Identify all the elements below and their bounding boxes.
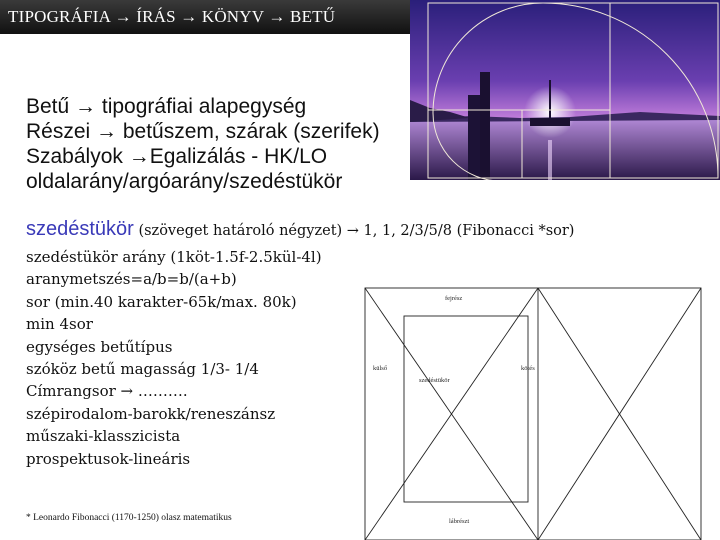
sunset-photo (410, 0, 720, 180)
list-item: Címrangsor → ………. (26, 382, 188, 401)
list-item: sor (min.40 karakter-65k/max. 80k) (26, 292, 297, 311)
main-line: Részei → betűszem, szárak (szerifek) (26, 120, 380, 143)
main-bullets (26, 94, 380, 194)
main-line: Betű → tipográfiai alapegység (26, 95, 307, 118)
list-item: szóköz betű magasság 1/3- 1/4 (26, 360, 259, 379)
szedestukor-term: szedéstükör (26, 218, 134, 240)
rules-list (26, 246, 322, 470)
footnote: * Leonardo Fibonacci (1170-1250) olasz matematikus (26, 513, 232, 523)
label-szedestukor: szedéstükör (419, 377, 450, 384)
list-item: prospektusok-lineáris (26, 449, 191, 468)
page-layout-diagram (355, 282, 710, 540)
list-item: min 4sor (26, 315, 93, 334)
list-item: szedéstükör arány (1köt-1.5f-2.5kül-4l) (26, 248, 322, 266)
golden-spiral-image (410, 0, 720, 180)
label-fejresz: fejrész (445, 295, 463, 302)
main-line: Szabályok →Egalizálás - HK/LO (26, 145, 328, 168)
list-item: aranymetszés=a/b=b/(a+b) (26, 270, 237, 289)
list-item: egységes betűtípus (26, 337, 173, 356)
label-labreszt: lábrészt (449, 518, 470, 525)
main-line: oldalarány/argóarány/szedéstükör (26, 170, 343, 193)
list-item: műszaki-klasszicista (26, 427, 181, 446)
label-kulso: külső (373, 365, 388, 372)
list-item: szépirodalom-barokk/reneszánsz (26, 404, 276, 423)
slide-title: TIPOGRÁFIA → ÍRÁS → KÖNYV → BETŰ (0, 0, 410, 34)
szedestukor-line (26, 218, 574, 241)
text-block-rect (404, 316, 528, 502)
label-kotes: kötés (521, 365, 535, 372)
szedestukor-desc: (szöveget határoló négyzet) → 1, 1, 2/3/5/8 (Fibonacci *sor) (133, 223, 575, 239)
